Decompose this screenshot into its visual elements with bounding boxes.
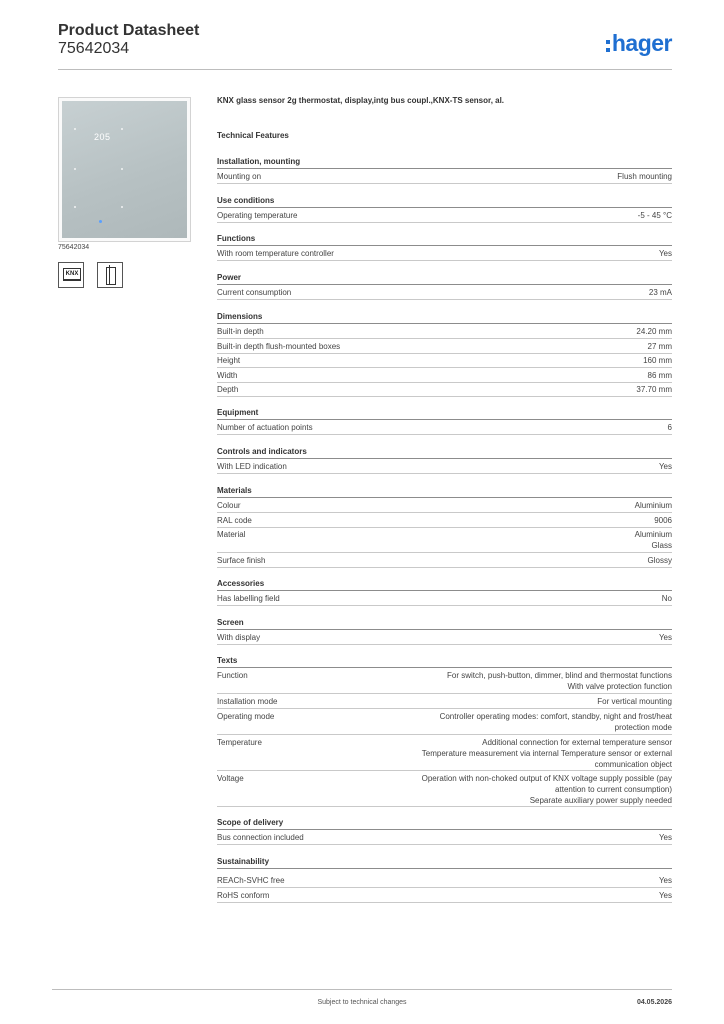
technical-features-heading: Technical Features bbox=[217, 131, 289, 140]
touch-point-dot bbox=[121, 206, 123, 208]
table-row bbox=[217, 353, 672, 368]
logo-text: hager bbox=[611, 30, 672, 56]
section-title-controls: Controls and indicators bbox=[217, 446, 672, 459]
row-value: Yes bbox=[658, 249, 672, 258]
row-label: Has labelling field bbox=[217, 594, 280, 603]
table-row bbox=[217, 830, 672, 845]
table-row bbox=[217, 459, 672, 474]
table-row bbox=[217, 668, 672, 694]
section-title-functions: Functions bbox=[217, 233, 672, 246]
image-caption: 75642034 bbox=[58, 244, 90, 251]
row-value: Yes bbox=[658, 876, 672, 885]
table-row bbox=[217, 498, 672, 513]
logo-colon-icon bbox=[605, 35, 612, 55]
row-value: 24.20 mm bbox=[636, 327, 672, 336]
row-label: Operating temperature bbox=[217, 211, 298, 220]
product-image bbox=[58, 97, 191, 242]
table-row bbox=[217, 735, 672, 771]
section-title-delivery: Scope of delivery bbox=[217, 817, 672, 830]
row-value: Operation with non-choked output of KNX voltage supply possible (pay attention to current consumption) Separate auxiliary power supply needed bbox=[421, 774, 672, 805]
row-label: Temperature bbox=[217, 738, 262, 747]
row-value: Additional connection for external temperature sensor Temperature measurement via internal Temperature sensor or external communication object bbox=[421, 738, 672, 769]
section-title-power: Power bbox=[217, 272, 672, 285]
row-label: Mounting on bbox=[217, 172, 262, 181]
row-label: Voltage bbox=[217, 774, 244, 783]
row-label: REACh-SVHC free bbox=[217, 876, 285, 885]
row-value: 37.70 mm bbox=[636, 385, 672, 394]
table-row bbox=[217, 208, 672, 223]
table-row bbox=[217, 324, 672, 339]
row-value: 9006 bbox=[654, 516, 672, 525]
row-value: No bbox=[661, 594, 672, 603]
row-label: Built-in depth bbox=[217, 327, 264, 336]
display-readout: 205 bbox=[94, 132, 111, 142]
footer-divider bbox=[52, 989, 672, 990]
row-value: Glossy bbox=[647, 556, 672, 565]
row-value: 23 mA bbox=[648, 288, 672, 297]
row-value: -5 - 45 °C bbox=[637, 211, 672, 220]
section-title-accessories: Accessories bbox=[217, 578, 672, 591]
row-value: Aluminium Glass bbox=[634, 530, 672, 550]
knx-icon-base bbox=[63, 280, 81, 281]
table-row bbox=[217, 694, 672, 709]
section-title-materials: Materials bbox=[217, 485, 672, 498]
row-label: Depth bbox=[217, 385, 239, 394]
table-row bbox=[217, 246, 672, 261]
row-label: With room temperature controller bbox=[217, 249, 334, 258]
section-title-use-conditions: Use conditions bbox=[217, 195, 672, 208]
section-title-sustainability: Sustainability bbox=[217, 856, 672, 869]
row-label: Material bbox=[217, 530, 246, 539]
row-value: Yes bbox=[658, 891, 672, 900]
table-row bbox=[217, 630, 672, 645]
hager-logo bbox=[605, 30, 672, 57]
knx-icon bbox=[58, 262, 84, 288]
glass-panel bbox=[62, 101, 187, 238]
touch-point-dot bbox=[121, 168, 123, 170]
product-number: 75642034 bbox=[58, 40, 130, 57]
table-row bbox=[217, 513, 672, 528]
flush-mount-icon-bar bbox=[109, 265, 110, 285]
row-label: Operating mode bbox=[217, 712, 275, 721]
row-label: Colour bbox=[217, 501, 241, 510]
led-indicator bbox=[99, 220, 102, 223]
section-title-texts: Texts bbox=[217, 655, 672, 668]
row-label: With display bbox=[217, 633, 261, 642]
flush-mount-icon-frame bbox=[106, 267, 116, 285]
row-value: Aluminium bbox=[634, 501, 672, 510]
page-header bbox=[58, 22, 672, 70]
row-label: Built-in depth flush-mounted boxes bbox=[217, 342, 341, 351]
row-label: Height bbox=[217, 356, 241, 365]
row-label: Installation mode bbox=[217, 697, 278, 706]
table-row bbox=[217, 285, 672, 300]
table-row bbox=[217, 771, 672, 807]
table-row bbox=[217, 888, 672, 903]
row-value: For vertical mounting bbox=[597, 697, 672, 706]
table-row bbox=[217, 169, 672, 184]
row-label: Bus connection included bbox=[217, 833, 304, 842]
table-row bbox=[217, 420, 672, 435]
row-label: Surface finish bbox=[217, 556, 266, 565]
section-title-equipment: Equipment bbox=[217, 407, 672, 420]
table-row bbox=[217, 873, 672, 888]
row-value: 6 bbox=[667, 423, 672, 432]
touch-point-dot bbox=[74, 206, 76, 208]
row-label: Function bbox=[217, 671, 248, 680]
row-value: Yes bbox=[658, 633, 672, 642]
row-label: With LED indication bbox=[217, 462, 287, 471]
touch-point-dot bbox=[74, 168, 76, 170]
row-value: Flush mounting bbox=[617, 172, 672, 181]
row-label: RoHS conform bbox=[217, 891, 270, 900]
section-title-dimensions: Dimensions bbox=[217, 311, 672, 324]
table-row bbox=[217, 368, 672, 383]
row-label: Current consumption bbox=[217, 288, 292, 297]
row-value: Yes bbox=[658, 462, 672, 471]
table-row bbox=[217, 339, 672, 354]
product-description: KNX glass sensor 2g thermostat, display,intg bus coupl.,KNX-TS sensor, al. bbox=[217, 96, 505, 105]
header-divider bbox=[58, 69, 672, 70]
section-title-installation: Installation, mounting bbox=[217, 156, 672, 169]
row-value: Yes bbox=[658, 833, 672, 842]
row-value: 27 mm bbox=[647, 342, 672, 351]
touch-point-dot bbox=[74, 128, 76, 130]
row-label: Width bbox=[217, 371, 238, 380]
row-value: 160 mm bbox=[643, 356, 672, 365]
touch-point-dot bbox=[121, 128, 123, 130]
footer-date: 04.05.2026 bbox=[636, 999, 672, 1006]
row-label: RAL code bbox=[217, 516, 252, 525]
footer-note: Subject to technical changes bbox=[317, 999, 407, 1006]
row-value: 86 mm bbox=[647, 371, 672, 380]
table-row bbox=[217, 709, 672, 735]
table-row bbox=[217, 553, 672, 568]
table-row bbox=[217, 527, 672, 553]
table-row bbox=[217, 591, 672, 606]
table-row bbox=[217, 382, 672, 397]
row-label: Number of actuation points bbox=[217, 423, 313, 432]
row-value: For switch, push-button, dimmer, blind and thermostat functions With valve protection function bbox=[447, 671, 672, 691]
section-title-screen: Screen bbox=[217, 617, 672, 630]
flush-mount-icon bbox=[97, 262, 123, 288]
row-value: Controller operating modes: comfort, standby, night and frost/heat protection mode bbox=[439, 712, 672, 732]
page-title: Product Datasheet bbox=[58, 22, 200, 39]
knx-icon-label: KNX bbox=[63, 268, 81, 280]
